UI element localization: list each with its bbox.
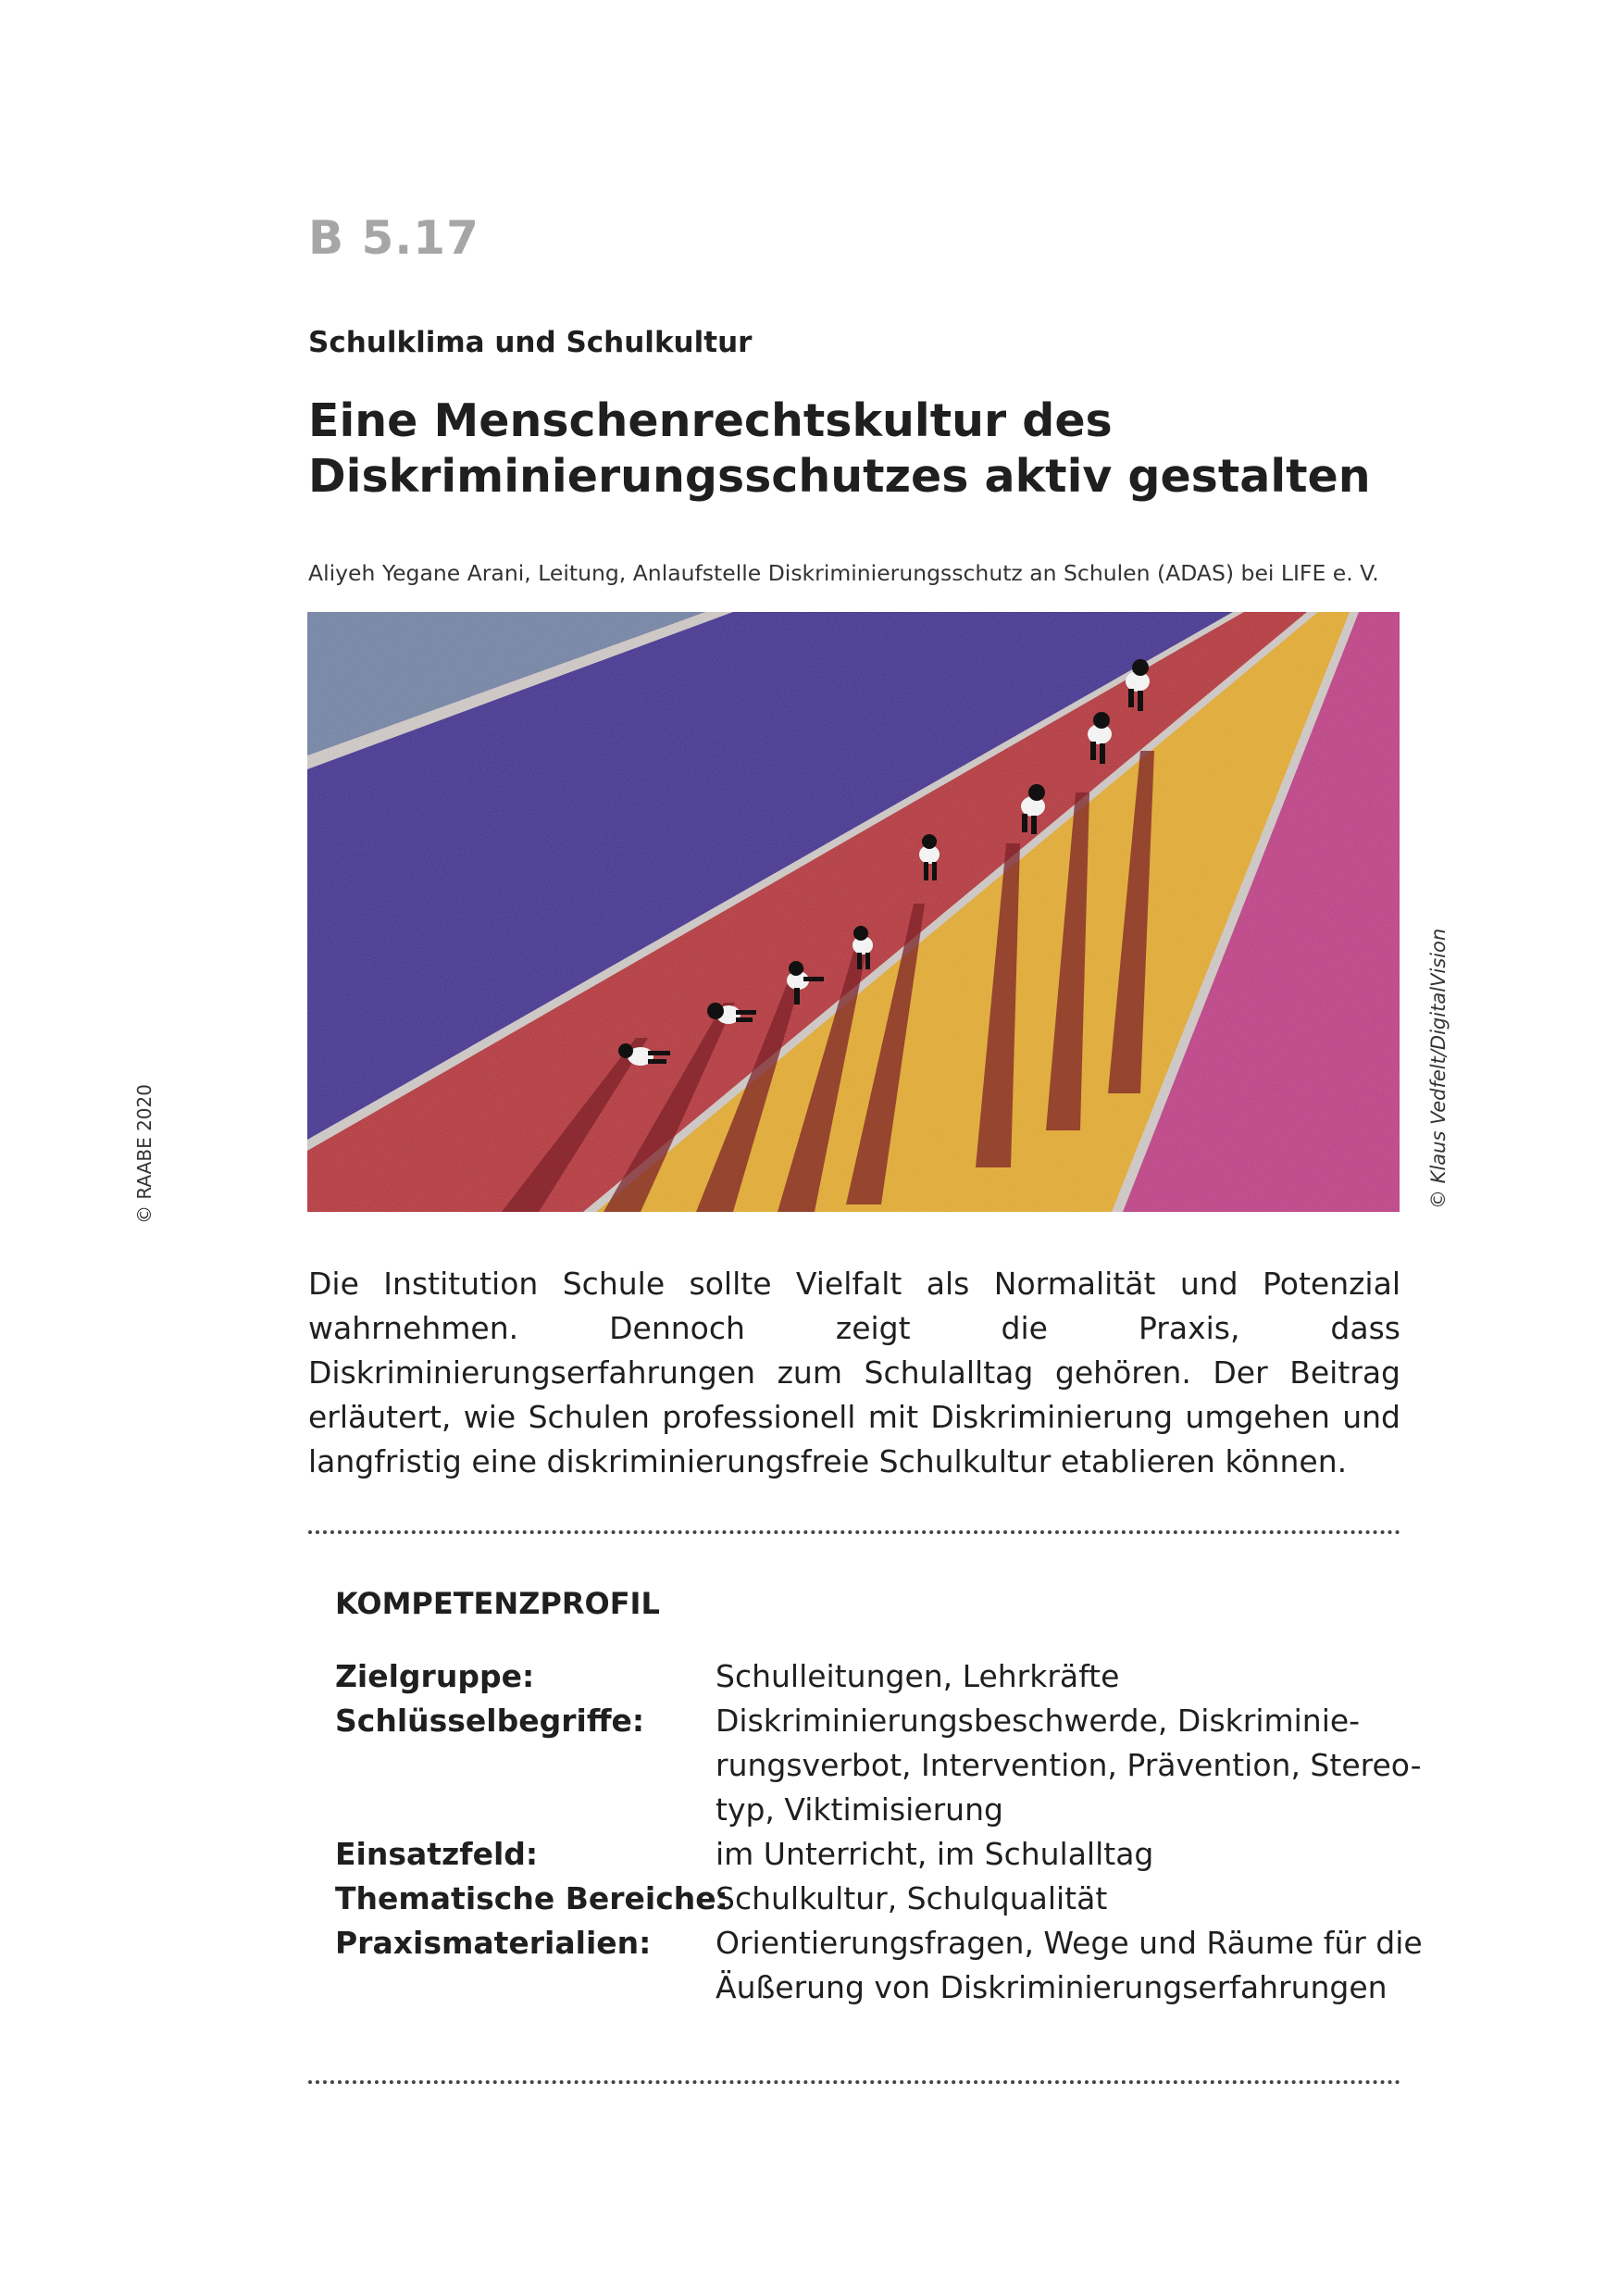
kp-value-line: Diskriminierungsbeschwerde, Diskriminie- <box>716 1703 1361 1739</box>
cover-photo <box>307 612 1400 1212</box>
kp-value-line: im Unterricht, im Schulalltag <box>716 1836 1154 1872</box>
intro-line-4: umgehen und langfristig eine diskriminierungsfreie Schulkultur etablieren <box>308 1399 1400 1479</box>
surface-texture <box>307 612 1400 1212</box>
kp-value-line: Schulkultur, Schulqualität <box>716 1880 1108 1916</box>
kp-value-line: Äußerung von Diskriminierungserfahrungen <box>716 1969 1388 2005</box>
kp-value-line: Schulleitungen, Lehrkräfte <box>716 1658 1120 1694</box>
copyright-note: © RAABE 2020 <box>133 1084 156 1224</box>
kp-label-zielgruppe: Zielgruppe: <box>335 1658 535 1694</box>
intro-line-3: gehören. Der Beitrag erläutert, wie Schulen professionell mit Diskriminierung <box>308 1354 1401 1435</box>
photo-credit: © Klaus Vedfelt/DigitalVision <box>1427 928 1450 1209</box>
kp-value-zielgruppe <box>716 1654 1400 1699</box>
kp-value-line: rungsverbot, Intervention, Prävention, Stereo- <box>716 1747 1422 1783</box>
kp-value-thematische-bereiche <box>716 1877 1400 1921</box>
section-title: Schulklima und Schulkultur <box>308 326 753 359</box>
kp-value-line: typ, Viktimisierung <box>716 1791 1003 1828</box>
kp-label-einsatzfeld: Einsatzfeld: <box>335 1836 539 1872</box>
kp-value-line: Orientierungsfragen, Wege und Räume für die <box>716 1925 1423 1961</box>
author-line: Aliyeh Yegane Arani, Leitung, Anlaufstelle Diskriminierungsschutz an Schulen (ADAS) bei LIFE e. V. <box>308 560 1379 586</box>
kp-label-thematische-bereiche: Thematische Bereiche: <box>335 1880 728 1916</box>
intro-line-5: können. <box>1225 1443 1348 1479</box>
cover-photo-illustration <box>307 612 1400 1212</box>
page-title <box>308 393 1419 505</box>
intro-line-2: Dennoch zeigt die Praxis, dass Diskriminierungserfahrungen zum Schulalltag <box>308 1310 1400 1391</box>
dotted-divider-bottom <box>308 2080 1400 2084</box>
kp-label-schluesselbegriffe: Schlüsselbegriffe: <box>335 1703 645 1739</box>
intro-paragraph <box>308 1262 1400 1484</box>
kp-value-einsatzfeld <box>716 1832 1400 1877</box>
kp-value-praxismaterialien <box>716 1921 1423 2010</box>
title-line-1: Eine Menschenrechtskultur des <box>308 394 1113 447</box>
document-code: B 5.17 <box>308 211 479 265</box>
kp-value-schluesselbegriffe <box>716 1699 1422 1832</box>
dotted-divider-top <box>308 1530 1400 1534</box>
intro-line-1: Die Institution Schule sollte Vielfalt als Normalität und Potenzial wahrnehmen. <box>308 1266 1400 1346</box>
kompetenzprofil-heading: KOMPETENZPROFIL <box>335 1586 660 1621</box>
title-line-2: Diskriminierungsschutzes aktiv gestalten <box>308 450 1371 503</box>
kp-label-praxismaterialien: Praxismaterialien: <box>335 1925 652 1961</box>
